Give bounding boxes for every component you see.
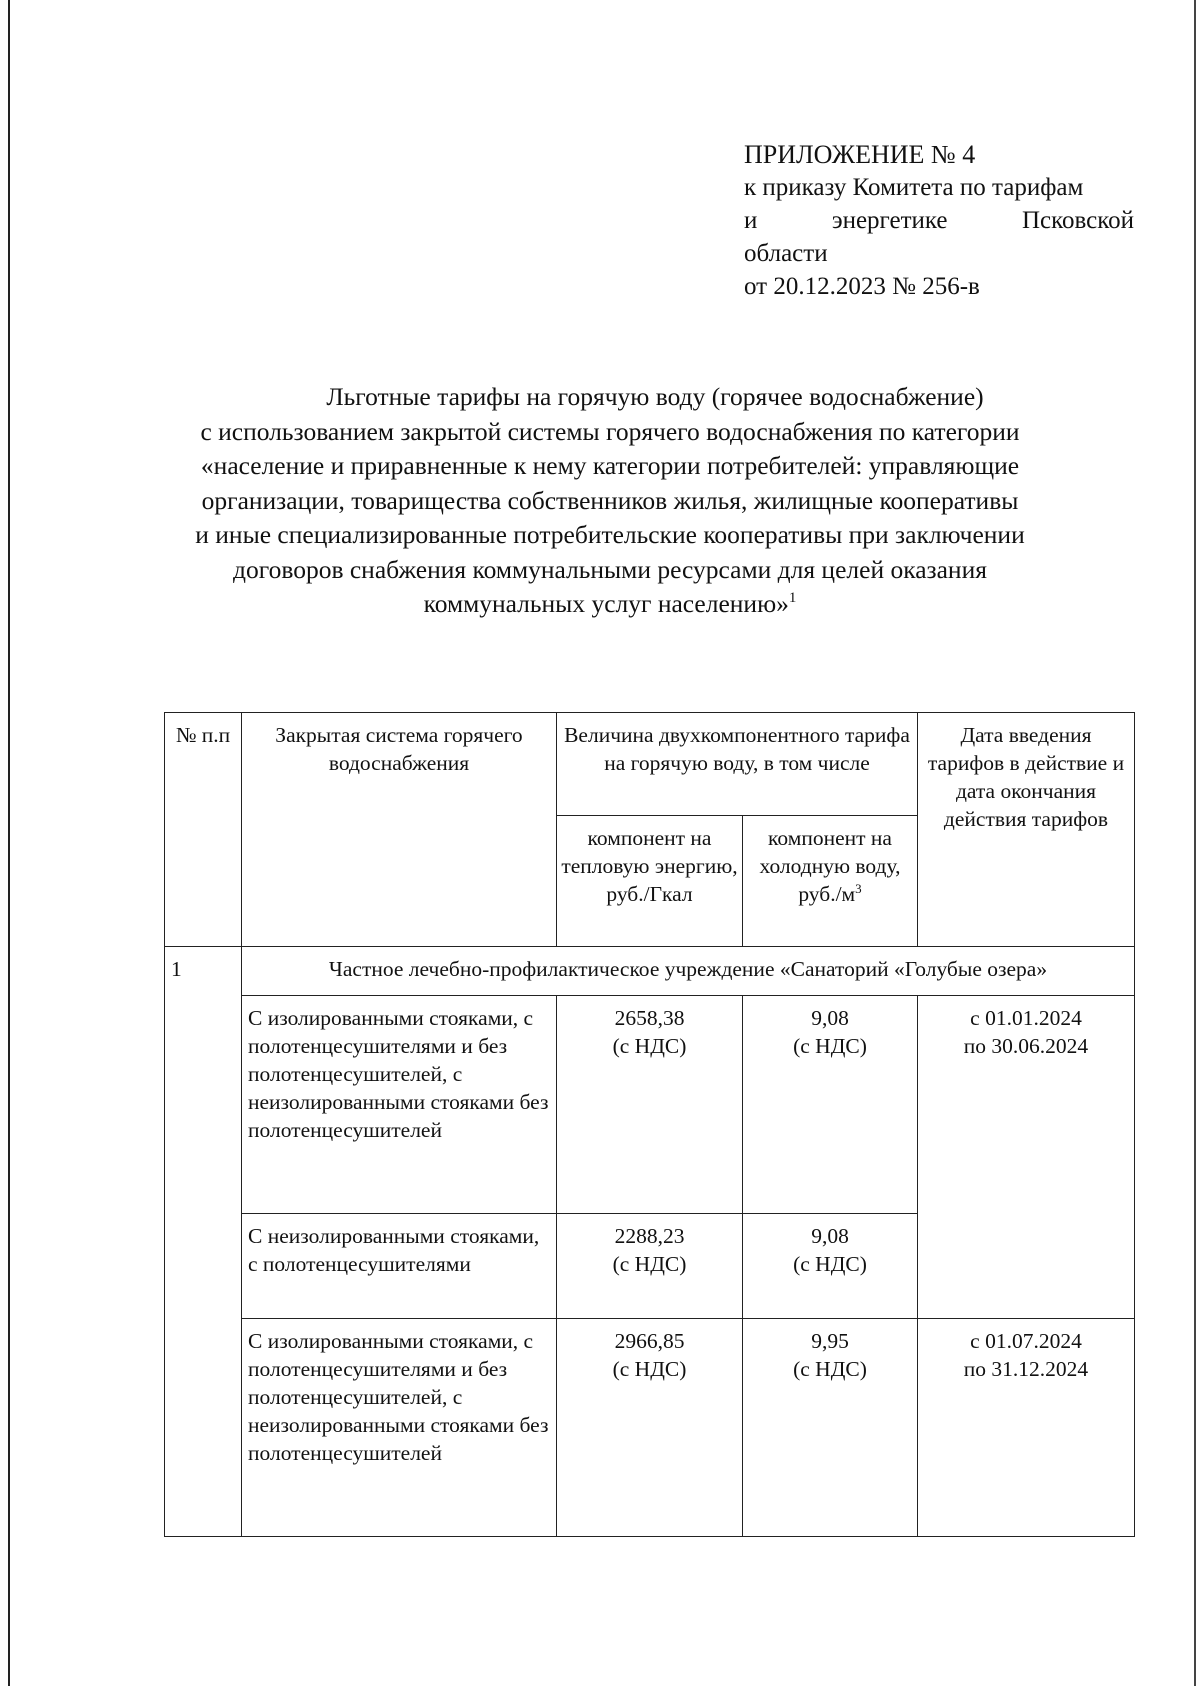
header-system: Закрытая система горячего водоснабжения [242,713,557,947]
title-line: коммунальных услуг населению» [423,589,789,618]
table-row [165,1319,1135,1537]
header-water-component-text: компонент на холодную воду, руб./м [759,826,901,906]
period-start: с 01.07.2024 [970,1329,1082,1353]
heat-tariff-cell [557,996,743,1214]
appendix-title: ПРИЛОЖЕНИЕ № 4 [744,140,976,169]
org-number: 1 [165,947,242,1537]
title-line-last [160,587,1060,622]
vat-note: (с НДС) [793,1034,867,1058]
period-cell [918,996,1135,1319]
period-start: с 01.01.2024 [970,1006,1082,1030]
header-tariff-group: Величина двухкомпонентного тарифа на горячую воду, в том числе [557,713,918,816]
table-header-row [165,713,1135,816]
heat-tariff-value: 2288,23 [614,1224,685,1248]
title-line: «население и приравненные к нему категории потребителей: управляющие [200,451,1020,480]
table-org-row [165,947,1135,996]
header-number: № п.п [165,713,242,947]
water-tariff-cell [743,1319,918,1537]
water-tariff-value: 9,08 [811,1224,849,1248]
appendix-word: и [744,207,758,234]
heat-tariff-value: 2966,85 [614,1329,685,1353]
title-line: договоров снабжения коммунальными ресурсами для целей оказания [233,554,987,584]
period-end: по 30.06.2024 [963,1034,1089,1058]
appendix-committee-line [744,204,1134,237]
water-tariff-cell [743,996,918,1214]
org-name: Частное лечебно-профилактическое учреждение «Санаторий «Голубые озера» [242,947,1135,996]
water-tariff-value: 9,08 [811,1006,849,1030]
appendix-date-line: от 20.12.2023 № 256-в [744,273,980,300]
title-line: организации, товарищества собственников жилья, жилищные кооперативы [201,485,1019,515]
heat-tariff-value: 2658,38 [614,1006,685,1030]
title-line: и иные специализированные потребительские кооперативы при заключении [195,520,1025,549]
unit-superscript: 3 [855,881,862,896]
water-tariff-cell [743,1214,918,1319]
heat-tariff-cell [557,1214,743,1319]
appendix-block [744,138,1134,303]
table-row [165,996,1135,1214]
appendix-order-line: к приказу Комитета по тарифам [744,174,1084,201]
period-end: по 31.12.2024 [963,1357,1089,1381]
vat-note: (с НДС) [793,1357,867,1381]
vat-note: (с НДС) [612,1252,687,1276]
period-cell [918,1319,1135,1537]
scan-edge-right [1194,0,1196,1686]
system-description: С изолированными стояками, с полотенцесушителями и без полотенцесушителей, с неизолированными стояками без полотенцесушителей [242,996,557,1214]
title-line: Льготные тарифы на горячую воду (горячее водоснабжение) [326,382,984,411]
scan-edge-left [8,0,10,1686]
appendix-region-line: области [744,240,828,267]
water-tariff-value: 9,95 [811,1329,849,1353]
footnote-mark: 1 [788,590,797,606]
header-heat-component: компонент на тепловую энергию, руб./Гкал [557,816,743,947]
header-dates: Дата введения тарифов в действие и дата окончания действия тарифов [918,713,1135,947]
vat-note: (с НДС) [793,1252,867,1276]
system-description: С изолированными стояками, с полотенцесушителями и без полотенцесушителей, с неизолированными стояками без полотенцесушителей [242,1319,557,1537]
system-description: С неизолированными стояками, с полотенцесушителями [242,1214,557,1319]
document-title [160,380,1060,622]
appendix-word: энергетике [831,207,948,234]
heat-tariff-cell [557,1319,743,1537]
title-line: с использованием закрытой системы горячего водоснабжения по категории [200,416,1020,446]
header-water-component [743,816,918,947]
tariff-table [164,712,1135,1537]
appendix-word: Псковской [1021,207,1134,234]
vat-note: (с НДС) [612,1357,687,1381]
vat-note: (с НДС) [612,1034,687,1058]
